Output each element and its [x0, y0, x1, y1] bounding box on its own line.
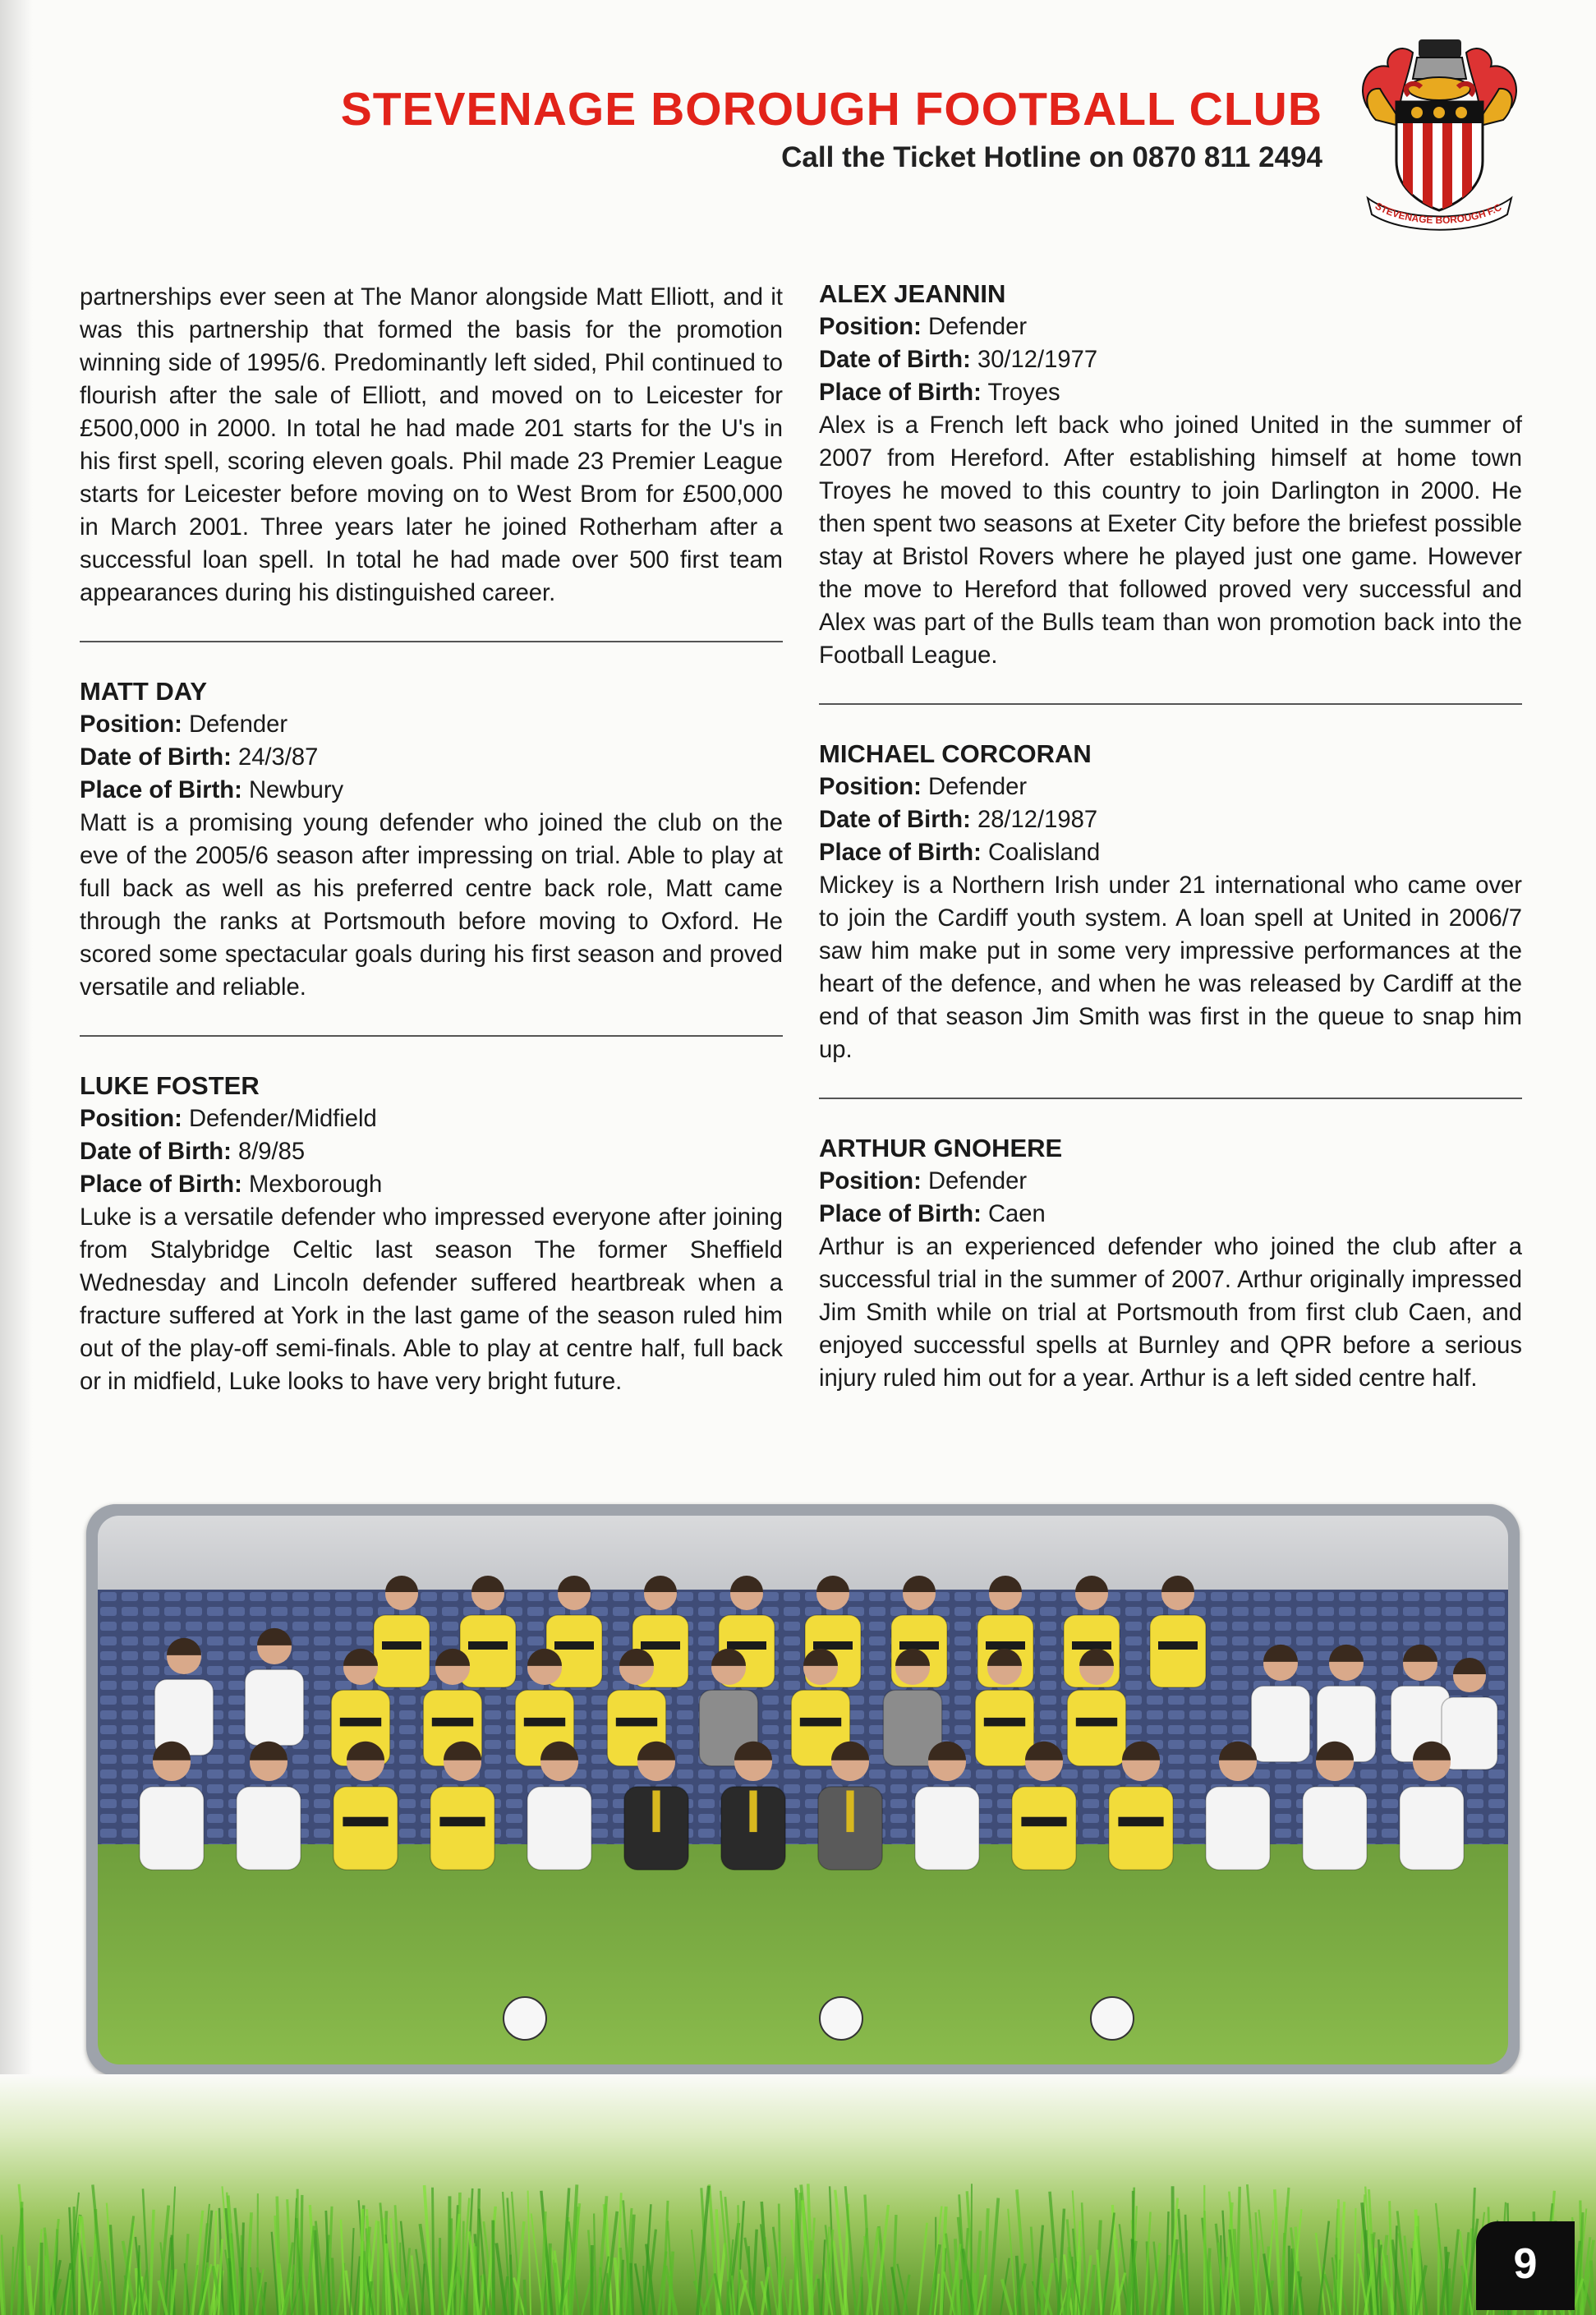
right-column: [819, 278, 1522, 1395]
player-dob: Date of Birth: 24/3/87: [80, 744, 319, 771]
player-profile-michael-corcoran: [819, 738, 1522, 1066]
section-divider: [819, 1098, 1522, 1099]
player-bio: Alex is a French left back who joined United in the summer of 2007 from Hereford. After establishing himself at home town Troyes he moved to this country to join Darlington in 2000. He then spent two seasons at Exeter City before the briefest possible stay at Bristol Rovers where he played just one game. However the move to Hereford that followed proved very successful and Alex was part of the Bulls team than won promotion back into the Football League.: [819, 412, 1522, 669]
player-profile-arthur-gnohere: [819, 1132, 1522, 1395]
player-pob: Place of Birth: Caen: [819, 1201, 1046, 1227]
player-bio: Luke is a versatile defender who impressed everyone after joining from Stalybridge Celtic last season The former Sheffield Wednesday and Lincoln defender suffered heartbreak when a fracture suffered at York in the last game of the season ruled him out of the play-off semi-finals. Able to play at centre half, full back or in midfield, Luke looks to have very bright future.: [80, 1204, 783, 1395]
player-position: Position: Defender/Midfield: [80, 1106, 377, 1132]
player-name: ALEX JEANNIN: [819, 279, 1006, 308]
player-bio: Mickey is a Northern Irish under 21 international who came over to join the Cardiff youth system. A loan spell at United in 2006/7 saw him make put in some very impressive performances at the heart of the defence, and when he was released by Cardiff at the end of that season Jim Smith was first in the queue to snap him up.: [819, 872, 1522, 1063]
section-divider: [80, 641, 783, 642]
player-position: Position: Defender: [819, 774, 1028, 800]
page-gutter-shadow: [0, 0, 33, 2315]
player-name: LUKE FOSTER: [80, 1071, 260, 1100]
player-profile-luke-foster: [80, 1070, 783, 1398]
svg-text:STEVENAGE BOROUGH F.C.: STEVENAGE BOROUGH F.C: [1373, 200, 1504, 227]
football: [820, 1997, 862, 2040]
team-photo: [98, 1516, 1508, 2064]
football: [1091, 1997, 1134, 2040]
player-bio: Arthur is an experienced defender who joined the club after a successful trial in the summer of 2007. Arthur originally impressed Jim Smith while on trial at Portsmouth from first club Caen, and enjoyed successful spells at Burnley and QPR before a serious injury ruled him out for a year. Arthur is a left sided centre half.: [819, 1234, 1522, 1392]
ticket-hotline: Call the Ticket Hotline on 0870 811 2494: [781, 141, 1322, 173]
player-name: MATT DAY: [80, 677, 207, 706]
player-dob: Date of Birth: 28/12/1987: [819, 807, 1098, 833]
player-bio: Matt is a promising young defender who joined the club on the eve of the 2005/6 season after impressing on trial. Able to play at full back as well as his preferred centre back role, Matt came through the ranks at Portsmouth before moving to Oxford. He scored some spectacular goals during his first season and proved versatile and reliable.: [80, 810, 783, 1001]
page-number-badge: [1476, 2221, 1575, 2310]
football: [504, 1997, 546, 2040]
page-number: 9: [1513, 2240, 1538, 2288]
player-position: Position: Defender: [819, 1168, 1028, 1194]
club-name-heading: STEVENAGE BOROUGH FOOTBALL CLUB: [340, 83, 1322, 136]
player-profile-matt-day: [80, 675, 783, 1004]
player-dob: Date of Birth: 30/12/1977: [819, 347, 1098, 373]
player-name: ARTHUR GNOHERE: [819, 1134, 1063, 1162]
section-divider: [819, 703, 1522, 705]
player-position: Position: Defender: [80, 711, 288, 738]
section-divider: [80, 1035, 783, 1037]
player-pob: Place of Birth: Coalisland: [819, 840, 1101, 866]
intro-paragraph: partnerships ever seen at The Manor alongside Matt Elliott, and it was this partnership that formed the basis for the promotion winning side of 1995/6. Predominantly left sided, Phil continued to flourish after the sale of Elliott, and moved on to Leicester for £500,000 in 2000. In total he had made 201 starts for the U's in his first spell, scoring eleven goals. Phil made 23 Premier League starts for Leicester before moving on to West Brom for £500,000 in March 2001. Three years later he joined Rotherham after a successful loan spell. In total he had made over 500 first team appearances during his distinguished career.: [80, 284, 783, 606]
club-crest-logo: [1351, 30, 1528, 231]
grass-footer-decoration: [0, 2074, 1596, 2315]
team-photo-frame: [86, 1504, 1520, 2076]
team-photo-illustration: [98, 1516, 1508, 2064]
player-pob: Place of Birth: Newbury: [80, 777, 344, 803]
player-position: Position: Defender: [819, 314, 1028, 340]
player-dob: Date of Birth: 8/9/85: [80, 1139, 306, 1165]
left-column: [80, 281, 783, 1398]
player-profile-alex-jeannin: [819, 278, 1522, 672]
player-name: MICHAEL CORCORAN: [819, 739, 1092, 768]
player-pob: Place of Birth: Mexborough: [80, 1171, 383, 1198]
player-pob: Place of Birth: Troyes: [819, 380, 1060, 406]
